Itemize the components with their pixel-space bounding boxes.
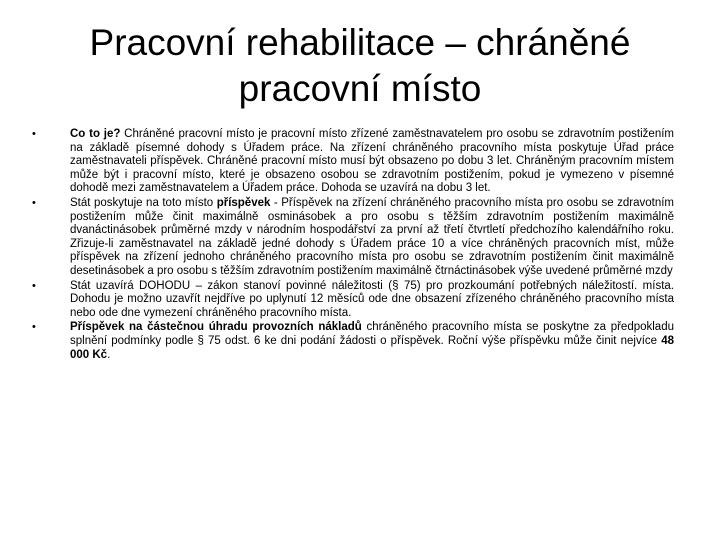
bullet-strong: příspěvek xyxy=(216,196,271,209)
bullet-amount: 48 000 Kč xyxy=(70,334,674,361)
bullet-agreement xyxy=(30,280,674,321)
bullet-marker: • xyxy=(32,128,36,140)
bullet-marker: • xyxy=(32,196,36,209)
bullet-strong: Příspěvek na částečnou úhradu provozních nákladů xyxy=(70,321,362,334)
bullet-operating-costs xyxy=(30,321,674,362)
title-line-2: pracovní místo xyxy=(238,68,482,109)
bullet-text-end: . xyxy=(107,348,111,361)
slide-title xyxy=(60,20,660,112)
bullet-list xyxy=(30,128,674,363)
bullet-lead: Co to je? xyxy=(70,128,121,140)
bullet-marker: • xyxy=(32,321,36,334)
bullet-text: Chráněné pracovní místo je pracovní místo zřízené zaměstnavatelem pro osobu se zdravotním postižením na základě písemné dohody s Úřadem práce. Na zřízení chráněného pracovního místa poskytuje Úřad práce zaměstnavateli příspěvek. Chráněné pracovní místo musí být obsazeno po dobu 3 let. Chráněným pracovním místem může být i pracovní místo, které je obsazeno osobou se zdravotním postižením, pokud je vymezeno v písemné dohodě mezi zaměstnavatelem a Úřadem práce. Dohoda se uzavírá na dobu 3 let. xyxy=(70,128,674,195)
bullet-text-after: chráněného pracovního místa se poskytne za předpokladu splnění podmínky podle § 75 odst. 6 ke dni podání žádosti o příspěvek. Roční výše příspěvku může činit nejvíce xyxy=(70,321,674,347)
bullet-text-before: Stát poskytuje na toto místo xyxy=(70,196,217,209)
bullet-text: Stát uzavírá DOHODU – zákon stanoví povinné náležitosti (§ 75) pro prozkoumání potřebných náležitostí. místa. Dohodu je možno uzavřít nejdříve po uplynutí 12 měsíců ode dne obsazení zřízeného chráněného pracovního místa nebo ode dne vymezení chráněného pracovního místa. xyxy=(70,279,674,319)
title-line-1: Pracovní rehabilitace – chráněné xyxy=(89,22,631,63)
bullet-what-is-it xyxy=(30,128,674,196)
bullet-text-after: - Příspěvek na zřízení chráněného pracovního místa pro osobu se zdravotním postižením může činit maximálně osminásobek a pro osobu s těžším zdravotním postižením maximálně dvanáctinásobek průměrné mzdy v národním hospodářství za první až třetí čtvrtletí předchozího kalendářního roku. Zřizuje-li zaměstnavatel na základě jedné dohody s Úřadem práce 10 a více chráněných pracovních míst, může příspěvek na zřízení jednoho chráněného pracovního místa pro osobu se zdravotním postižením činit maximálně desetinásobek a pro osobu s těžším zdravotním postižením maximálně čtrnáctinásobek výše uvedené průměrné mzdy xyxy=(70,196,675,277)
bullet-contribution xyxy=(30,197,674,279)
bullet-marker: • xyxy=(32,279,36,292)
